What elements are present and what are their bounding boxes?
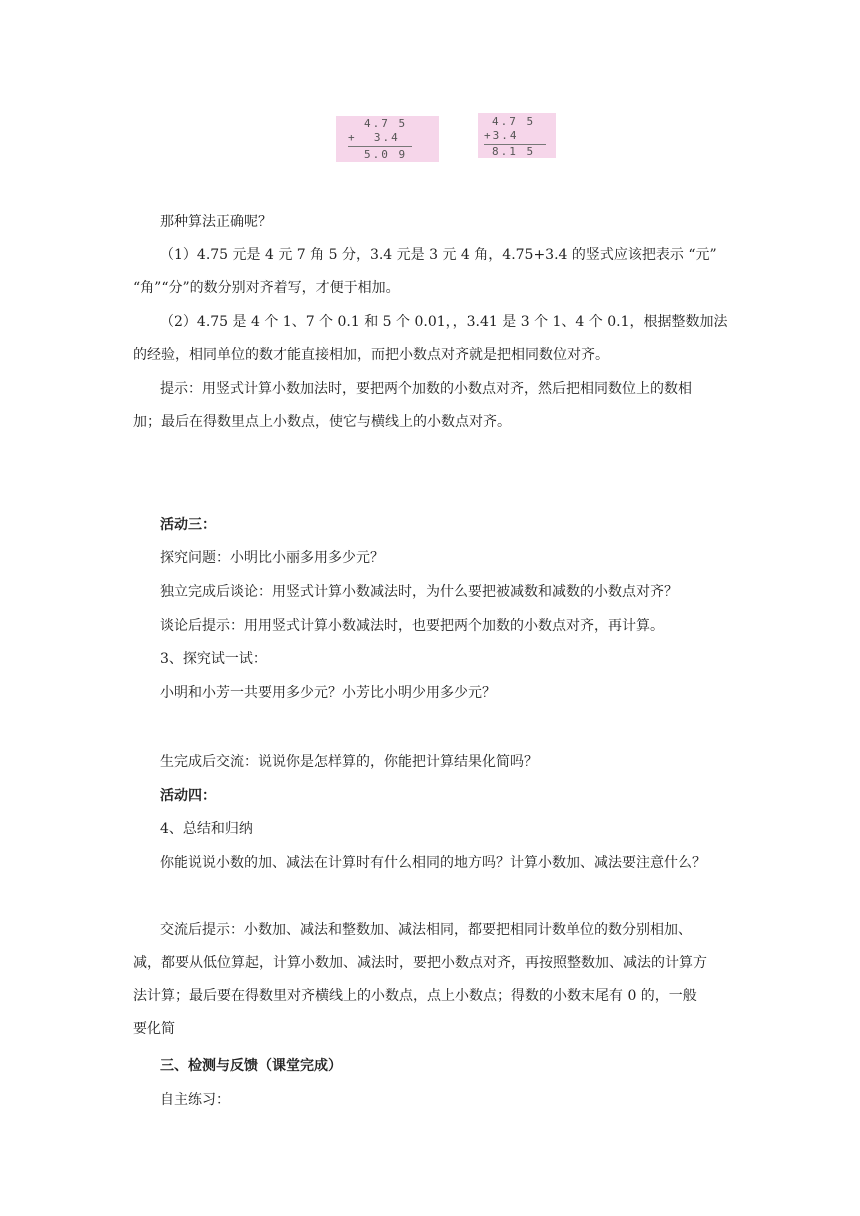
- section-three-heading: 三、检测与反馈（课堂完成）: [160, 1058, 342, 1074]
- figure-row-top: 4.7 5: [492, 115, 536, 128]
- figure-rule: [348, 146, 412, 147]
- paragraph-1-line-2: “角”“分”的数分别对齐着写，才便于相加。: [133, 280, 400, 296]
- try-it-heading: 3、探究试一试：: [160, 651, 267, 667]
- tip-line-1: 提示：用竖式计算小数加法时，要把两个加数的小数点对齐，然后把相同数位上的数相: [160, 381, 692, 397]
- tip-line-2: 加；最后在得数里点上小数点，使它与横线上的小数点对齐。: [133, 414, 511, 430]
- figure-row-addend: + 3.4: [348, 131, 400, 144]
- activity-four-heading: 活动四：: [160, 788, 216, 804]
- vertical-addition-figure-wrong: [336, 116, 439, 162]
- paragraph-2-line-1: （2）4.75 是 4 个 1、7 个 0.1 和 5 个 0.01，，3.41 是 3 个 1、4 个 0.1，根据整数加法: [160, 314, 728, 330]
- activity-three-heading: 活动三：: [160, 517, 216, 533]
- paragraph-1-line-1: （1）4.75 元是 4 元 7 角 5 分，3.4 元是 3 元 4 角，4.75+3.4 的竖式应该把表示 “元”: [160, 247, 717, 263]
- vertical-addition-figure-right: [478, 113, 556, 158]
- figure-row-result: 5.0 9: [364, 148, 408, 161]
- explore-question: 探究问题：小明比小丽多用多少元？: [160, 550, 384, 566]
- paragraph-2-line-2: 的经验，相同单位的数才能直接相加，而把小数点对齐就是把相同数位对齐。: [133, 347, 609, 363]
- summary-tip: 交流后提示：小数加、减法和整数加、减法相同，都要把相同计数单位的数分别相加、减，都要从低位算起，计算小数加、减法时，要把小数点对齐，再按照整数加、减法的计算方法计算；最后要在得数里对齐横线上的小数点，点上小数点；得数的小数末尾有 0 的，一般要化简: [133, 922, 707, 1037]
- independent-discussion: 独立完成后谈论：用竖式计算小数减法时，为什么要把被减数和减数的小数点对齐？: [160, 584, 678, 600]
- exchange-text: 生完成后交流：说说你是怎样算的，你能把计算结果化简吗？: [160, 754, 538, 770]
- try-it-question: 小明和小芳一共要用多少元？小芳比小明少用多少元？: [160, 685, 496, 701]
- question-text: 那种算法正确呢？: [160, 214, 272, 230]
- figure-row-top: 4.7 5: [364, 117, 408, 130]
- summary-heading: 4、总结和归纳: [160, 821, 253, 837]
- summary-question: 你能说说小数的加、减法在计算时有什么相同的地方吗？计算小数加、减法要注意什么？: [160, 855, 706, 871]
- self-practice-label: 自主练习：: [160, 1092, 230, 1108]
- figure-row-addend: +3.4: [484, 129, 519, 142]
- discussion-tip: 谈论后提示：用用竖式计算小数减法时，也要把两个加数的小数点对齐，再计算。: [160, 618, 664, 634]
- figure-row-result: 8.1 5: [492, 145, 536, 158]
